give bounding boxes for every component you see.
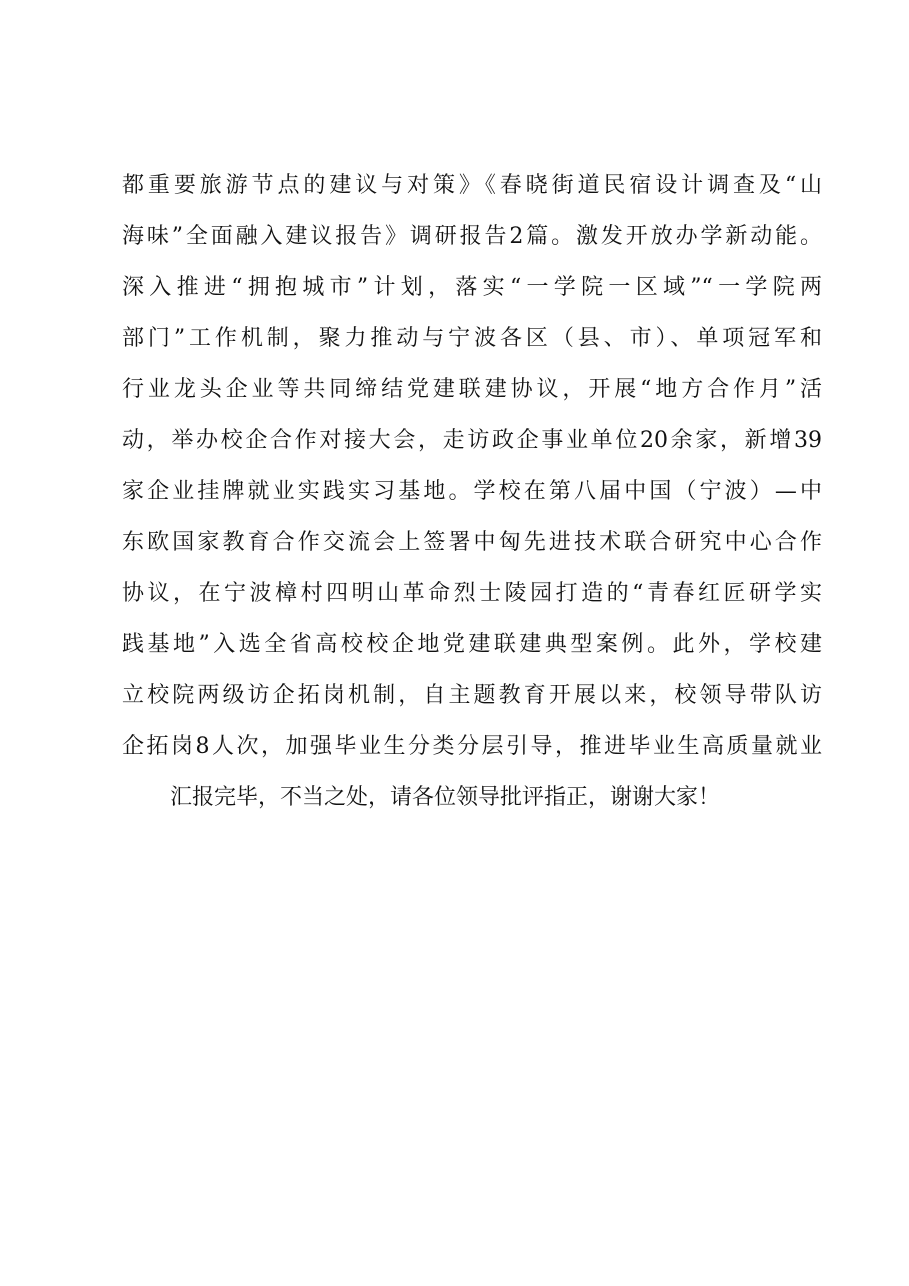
body-text — [122, 160, 822, 823]
text-line: 部门”工作机制，聚力推动与宁波各区（县、市）、单项冠军和 — [122, 326, 822, 351]
text-line: 海味”全面融入建议报告》调研报告2篇。激发开放办学新动能。 — [122, 224, 822, 249]
text-line: 深入推进“拥抱城市”计划，落实“一学院一区域”“一学院两 — [122, 275, 822, 300]
text-line: 协议，在宁波樟村四明山革命烈士陵园打造的“青春红匠研学实 — [122, 581, 822, 606]
text-line: 企拓岗8人次，加强毕业生分类分层引导，推进毕业生高质量就业 — [122, 734, 822, 759]
closing-remark: 汇报完毕，不当之处，请各位领导批评指正，谢谢大家！ — [170, 785, 721, 810]
text-line: 立校院两级访企拓岗机制，自主题教育开展以来，校领导带队访 — [122, 683, 822, 708]
text-line: 都重要旅游节点的建议与对策》《春晓街道民宿设计调查及“山 — [122, 173, 822, 198]
text-line: 家企业挂牌就业实践实习基地。学校在第八届中国（宁波）—中 — [122, 479, 822, 504]
text-line: 动，举办校企合作对接大会，走访政企事业单位20余家，新增39 — [122, 428, 822, 453]
text-line: 行业龙头企业等共同缔结党建联建协议，开展“地方合作月”活 — [122, 377, 822, 402]
text-line: 东欧国家教育合作交流会上签署中匈先进技术联合研究中心合作 — [122, 530, 822, 555]
text-line: 践基地”入选全省高校校企地党建联建典型案例。此外，学校建 — [122, 632, 822, 657]
